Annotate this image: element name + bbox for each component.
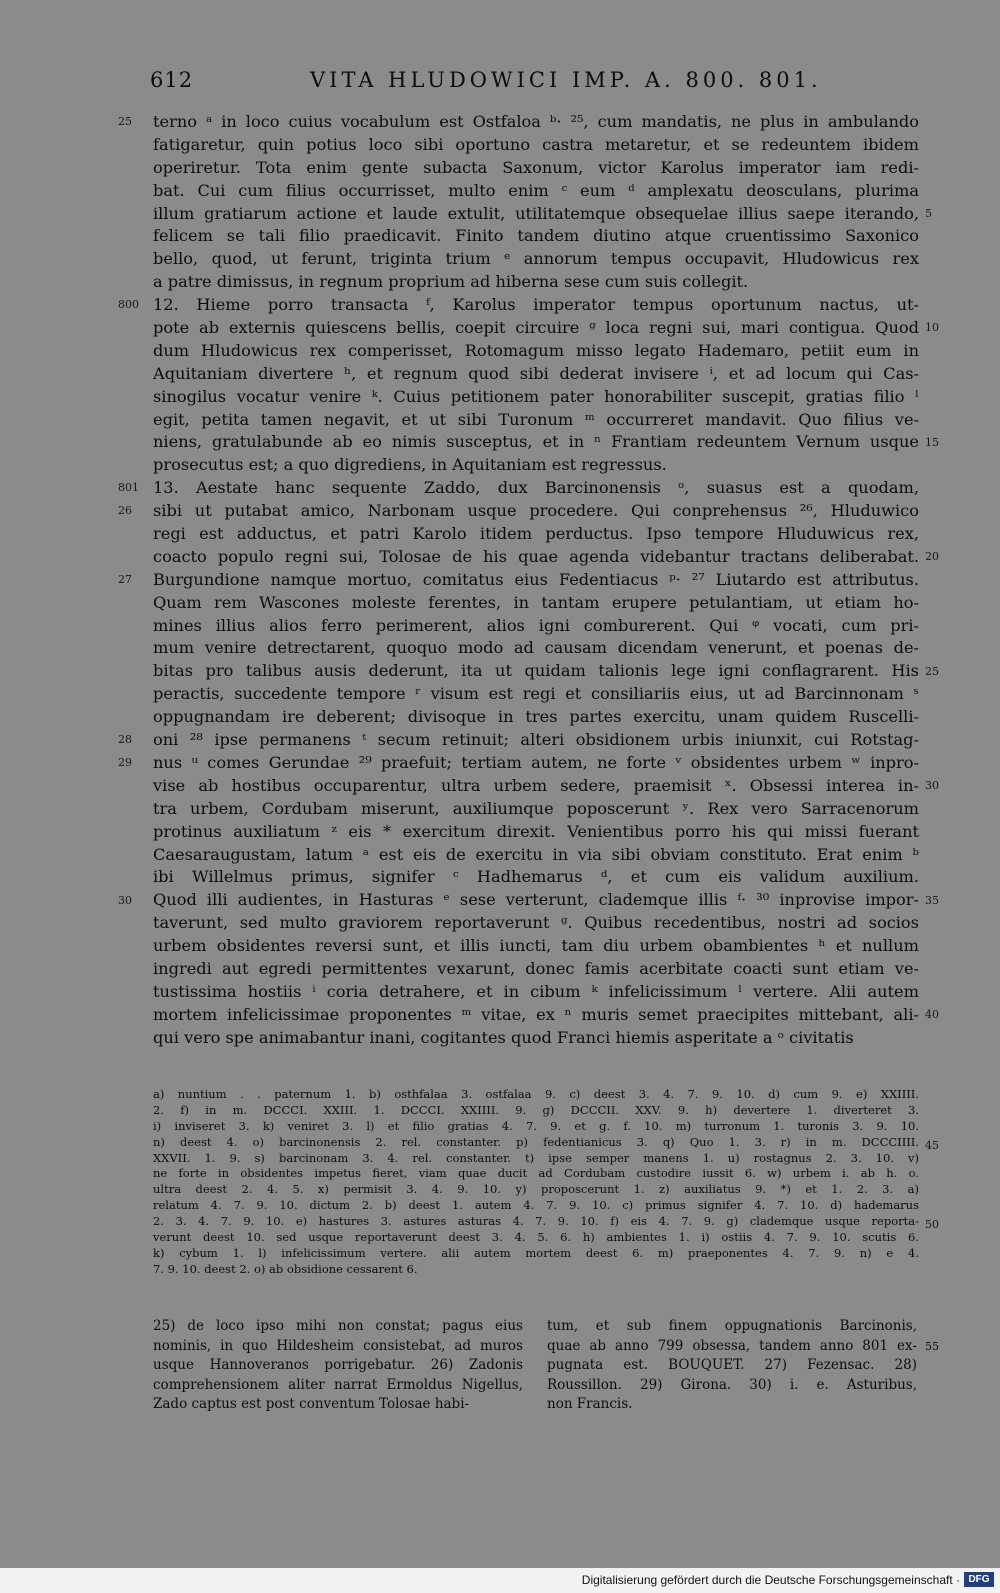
margin-line-number: 15	[925, 435, 939, 449]
apparatus-line: 7. 9. 10. deest 2. o) ab obsidione cessarent 6.	[153, 1261, 418, 1276]
text-line: taverunt, sed multo graviorem reportaverunt ᵍ. Quibus recedentibus, nostri ad socios	[153, 913, 919, 933]
footnotes-right-column	[547, 1317, 917, 1415]
apparatus-line: n) deest 4. o) barcinonensis 2. rel. constanter. p) fedentianicus 3. q) Quo 1. 3. r) in m. DCCCIIII.	[153, 1134, 919, 1149]
text-line: peractis, succedente tempore ʳ visum est regi et consiliariis eius, ut ad Barcinnonam ˢ	[153, 684, 919, 704]
text-line: pote ab externis quiescens bellis, coepit circuire ᵍ loca regni sui, mari contigua. Quod	[153, 318, 919, 338]
text-line: ingredi aut egredi permittentes vexarunt, donec famis acerbitate coacti sunt etiam ve-	[153, 958, 919, 978]
footnotes-left-column	[153, 1317, 523, 1415]
apparatus-line: 2. 3. 4. 7. 9. 10. e) hastures 3. astures asturas 4. 7. 9. 10. f) eis 4. 7. 9. g) clademque usque reporta-	[153, 1214, 919, 1229]
text-line: Quam rem Wascones moleste ferentes, in tantam erupere petulantiam, ut etiam ho-	[153, 592, 919, 612]
apparatus-line: 2. f) in m. DCCCI. XXIII. 1. DCCCI. XXIIII. 9. g) DCCCII. XXV. 9. h) devertere 1. diverteret 3.	[153, 1102, 919, 1117]
notes-margin-number: 55	[925, 1340, 939, 1353]
footnote-line: Zado captus est post conventum Tolosae habi-	[153, 1396, 470, 1413]
margin-year-or-note-number: 28	[118, 733, 132, 747]
margin-line-number: 30	[925, 779, 939, 793]
margin-year-or-note-number: 27	[118, 573, 132, 586]
text-line: bitas pro talibus ausis dederunt, ita ut quidam talionis lege igni conflagrarent. His	[153, 661, 919, 681]
text-line: ibi Willelmus primus, signifer ᶜ Hadhemarus ᵈ, et cum eis validum auxilium.	[153, 867, 919, 887]
text-line: egit, petita tamen negavit, et ut sibi Turonum ᵐ occurreret mandavit. Quo filius ve-	[153, 409, 919, 429]
apparatus-line: i) inviseret 3. k) veniret 3. l) et filio gratias 4. 7. 9. et g. f. 10. m) turronum 1. turonis 3. 9. 10.	[153, 1118, 919, 1133]
text-line: urbem obsidentes reversi sunt, et illis iuncti, tam diu urbem obambientes ʰ et nullum	[153, 936, 919, 956]
text-line: qui vero spe animabantur inani, cogitantes quod Franci hiemis asperitate a ᵒ civitatis	[153, 1027, 854, 1047]
margin-year-or-note-number: 801	[118, 481, 139, 495]
margin-year-or-note-number: 29	[118, 756, 132, 770]
apparatus-line: relatum 4. 7. 9. 10. dictum 2. b) deest 1. autem 4. 7. 9. 10. c) primus signifer 4. 7. 10. d) hademarus	[153, 1198, 919, 1213]
text-line: tustissima hostiis ⁱ coria detrahere, et in cibum ᵏ infelicissimum ˡ vertere. Alii autem	[153, 981, 919, 1001]
text-line: terno ᵃ in loco cuius vocabulum est Ostfaloa ᵇ· ²⁵, cum mandatis, ne plus in ambulando	[153, 112, 919, 131]
main-text-body	[153, 111, 919, 1050]
margin-year-or-note-number: 25	[118, 115, 132, 128]
text-line: Aquitaniam divertere ʰ, et regnum quod sibi dederat invisere ⁱ, et ad locum qui Cas-	[153, 363, 919, 383]
text-line: vise ab hostibus occuparentur, ultra urbem sedere, praemisit ˣ. Obsessi interea in-	[153, 775, 919, 795]
footnote-line: usque Hannoveranos porrigebatur. 26) Zadonis	[153, 1357, 523, 1374]
margin-year-or-note-number: 26	[118, 504, 132, 518]
page-number: 612	[150, 68, 194, 92]
text-line: nus ᵘ comes Gerundae ²⁹ praefuit; tertiam autem, ne forte ᵛ obsidentes urbem ʷ inpro-	[153, 752, 919, 772]
margin-line-number: 25	[925, 664, 939, 678]
text-line: coacto populo regni sui, Tolosae de his quae agenda videbantur tractans deliberabat.	[153, 546, 919, 566]
critical-apparatus	[153, 1087, 919, 1278]
margin-year-or-note-number: 30	[118, 893, 132, 907]
text-line: regi est adductus, et patri Karolo itidem perductus. Ipso tempore Hluduwicus rex,	[153, 524, 919, 544]
margin-year-or-note-number: 800	[118, 298, 139, 312]
text-line: 12. Hieme porro transacta ᶠ, Karolus imperator tempus oportunum nactus, ut-	[153, 295, 919, 315]
text-line: 13. Aestate hanc sequente Zaddo, dux Barcinonensis ᵒ, suasus est a quodam,	[153, 478, 919, 498]
footnote-line: 25) de loco ipso mihi non constat; pagus eius	[153, 1318, 523, 1334]
text-line: oni ²⁸ ipse permanens ᵗ secum retinuit; alteri obsidionem urbis iniunxit, cui Rotstag-	[153, 730, 919, 750]
text-line: Caesaraugustam, latum ᵃ est eis de exercitu in via sibi obviam constituto. Erat enim ᵇ	[153, 844, 919, 864]
text-line: operiretur. Tota enim gente subacta Saxonum, victor Karolus imperator iam redi-	[153, 157, 919, 177]
text-line: protinus auxiliatum ᶻ eis * exercitum direxit. Venientibus porro his qui missi fuerant	[153, 821, 919, 841]
apparatus-line: ne forte in obsidentes impetus fieret, viam quae ducit ad Cordubam custodire iussit 6. w) urbem i. ab h. o.	[153, 1166, 919, 1181]
text-line: tra urbem, Cordubam miserunt, auxiliumque poposcerunt ʸ. Rex vero Sarracenorum	[153, 798, 919, 818]
margin-line-number: 10	[925, 321, 939, 335]
text-line: Quod illi audientes, in Hasturas ᵉ sese verterunt, clademque illis ᶠ· ³⁰ inprovise impor-	[153, 890, 919, 910]
text-line: bello, quod, ut ferunt, triginta trium ᵉ annorum tempus occupavit, Hludowicus rex	[153, 249, 919, 269]
running-title: VITA HLUDOWICI IMP. A. 800. 801.	[310, 68, 822, 92]
text-line: mortem infelicissimae proponentes ᵐ vitae, ex ⁿ muris semet praecipites mittebant, ali-	[153, 1004, 919, 1024]
apparatus-line: a) nuntium . . paternum 1. b) osthfalaa 3. ostfalaa 9. c) deest 3. 4. 7. 9. 10. d) cum 9. e) XXIIII.	[153, 1087, 919, 1101]
text-line: Burgundione namque mortuo, comitatus eius Fedentiacus ᵖ· ²⁷ Liutardo est attributus.	[153, 569, 919, 589]
apparatus-line: XXVII. 1. 9. s) barcinonam 3. 4. rel. constanter. t) ipse semper manens 1. u) rostagnus 2. 3. 10. v)	[153, 1150, 919, 1165]
footnote-line: pugnata est. BOUQUET. 27) Fezensac. 28)	[547, 1357, 917, 1374]
text-line: mum venire detrectarent, quoquo modo ad causam dicendam venerunt, et poenas de-	[153, 638, 919, 658]
footnote-line: tum, et sub finem oppugnationis Barcinonis,	[547, 1318, 917, 1334]
text-line: prosecutus est; a quo digrediens, in Aquitaniam est regressus.	[153, 455, 667, 475]
text-line: mines illius alios ferro perimerent, alios igni comburerent. Qui ᵠ vocati, cum pri-	[153, 615, 919, 635]
apparatus-line: verunt deest 10. sed usque reportaverunt deest 3. 4. 5. 6. h) ambientes 1. i) ostiis 4. 7. 9. 10. scutis 6.	[153, 1230, 919, 1245]
margin-line-number: 50	[925, 1218, 939, 1232]
margin-line-number: 5	[925, 206, 932, 220]
text-line: sibi ut putabat amico, Narbonam usque procedere. Qui conprehensus ²⁶, Hluduwico	[153, 501, 919, 521]
footnote-line: nominis, in quo Hildesheim consistebat, ad muros	[153, 1337, 523, 1354]
footnote-line: comprehensionem aliter narrat Ermoldus Nigellus,	[153, 1376, 523, 1393]
footnote-line: quae ab anno 799 obsessa, tandem anno 801 ex-	[547, 1337, 917, 1354]
dfg-logo: DFG	[964, 1572, 994, 1587]
apparatus-line: ultra deest 2. 4. 5. x) permisit 3. 4. 9. 10. y) proposcerunt 1. z) auxiliatus 9. *) et 1. 2. 3. a)	[153, 1182, 919, 1197]
footnote-line: non Francis.	[547, 1396, 633, 1413]
text-line: fatigaretur, quin potius loco sibi oportuno castra metaretur, et se redeuntem ibidem	[153, 134, 919, 154]
text-line: felicem se tali filio praedicavit. Finito tandem diutino atque cruentissimo Saxonico	[153, 226, 919, 246]
page-header	[150, 68, 920, 96]
text-line: dum Hludowicus rex comperisset, Rotomagum misso legato Hademaro, petiit eum in	[153, 340, 919, 360]
footer-credit-text: Digitalisierung gefördert durch die Deutsche Forschungsgemeinschaft ·	[581, 1573, 960, 1587]
digitization-footer	[0, 1568, 1000, 1593]
margin-line-number: 35	[925, 893, 939, 907]
text-line: bat. Cui cum filius occurrisset, multo enim ᶜ eum ᵈ amplexatu deosculans, plurima	[153, 180, 919, 200]
text-line: niens, gratulabunde ab eo nimis susceptus, et in ⁿ Frantiam redeuntem Vernum usque	[153, 432, 919, 452]
margin-line-number: 20	[925, 550, 939, 564]
text-line: illum gratiarum actione et laude extulit, utilitatemque obsequelae illius saepe iterando,	[153, 203, 919, 223]
margin-line-number: 40	[925, 1008, 939, 1022]
text-line: oppugnandam ire deberent; divisoque in tres partes exercitu, unam quidem Ruscelli-	[153, 707, 919, 727]
footnote-line: Roussillon. 29) Girona. 30) i. e. Asturibus,	[547, 1376, 917, 1393]
text-line: a patre dimissus, in regnum proprium ad hiberna sese cum suis collegit.	[153, 272, 749, 292]
apparatus-line: k) cybum 1. l) infelicissimum vertere. alii autem mortem deest 6. m) praeponentes 4. 7. 9. n) e 4.	[153, 1245, 919, 1260]
margin-line-number: 45	[925, 1138, 939, 1152]
text-line: sinogilus vocatur venire ᵏ. Cuius petitionem pater honorabiliter suscepit, gratias filio ˡ	[153, 386, 919, 406]
